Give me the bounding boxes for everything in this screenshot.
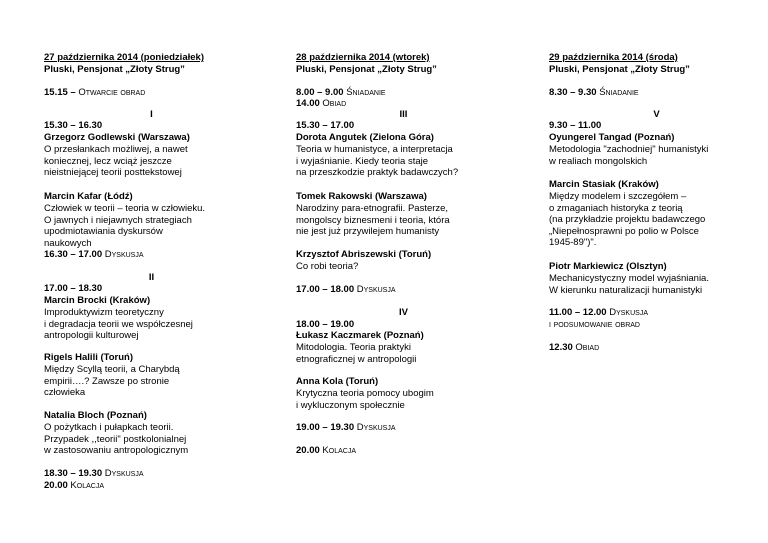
day-header xyxy=(296,52,511,75)
talk-title-line: O jawnych i niejawnych strategiach xyxy=(44,214,192,226)
talk-title-line: Teoria w humanistyce, a interpretacja xyxy=(296,144,453,155)
talk-title-line: Metodologia "zachodniej" humanistyki xyxy=(549,144,709,155)
talk-title xyxy=(296,342,511,365)
talk-title-line: naukowych xyxy=(44,237,92,249)
summary-label: i podsumowanie obrad xyxy=(549,319,640,330)
talk-title xyxy=(44,422,259,457)
breakfast-line xyxy=(549,87,764,99)
talk-title-line: nie jest już przywilejem humanisty xyxy=(296,226,440,237)
session-time: 15.30 – 16.30 xyxy=(44,120,103,131)
talk-title-line: Między modelem i szczegółem – xyxy=(549,191,687,202)
talk-title-line: Krytyczna teoria pomocy ubogim xyxy=(296,388,434,399)
talk-title-line: Improduktywizm teoretyczny xyxy=(44,307,164,318)
session-time: 18.00 – 19.00 xyxy=(296,319,355,330)
breakfast-line xyxy=(296,87,511,99)
talk-title xyxy=(549,273,764,296)
discussion-line xyxy=(549,307,764,319)
day-header xyxy=(44,52,259,75)
talk-title xyxy=(296,388,511,411)
talk-title-line: o zmaganiach historyka z teorią xyxy=(549,202,683,214)
discussion-label: Dyskusja xyxy=(104,249,144,260)
breakfast-label: Śniadanie xyxy=(599,87,639,98)
supper-time: 20.00 xyxy=(44,480,68,491)
talk-title-line: człowieka xyxy=(44,387,86,398)
talk-title-line: 1945-89")". xyxy=(549,237,597,248)
talk-title-line: O pożytkach i pułapkach teorii. xyxy=(44,422,174,433)
talk-title xyxy=(44,364,259,399)
lunch-label: Obiad xyxy=(575,342,600,353)
supper-line xyxy=(296,445,511,457)
session-label: I xyxy=(150,109,153,120)
session-label: V xyxy=(653,109,660,120)
day-date: 28 października 2014 (wtorek) xyxy=(296,52,430,63)
talk-title-line: i wyjaśnianie. Kiedy teoria staje xyxy=(296,155,429,167)
supper-line xyxy=(44,480,259,492)
talk-title xyxy=(44,307,259,342)
discussion-label: Dyskusja xyxy=(104,468,144,479)
lunch-label: Obiad xyxy=(322,98,347,109)
day-date: 29 października 2014 (środa) xyxy=(549,52,678,63)
day-venue: Pluski, Pensjonat „Złoty Strug” xyxy=(549,63,690,75)
speaker-name: Marcin Stasiak (Kraków) xyxy=(549,179,659,190)
talk-title-line: empirii….? Zawsze po stronie xyxy=(44,375,170,387)
talk-title-line: W kierunku naturalizacji humanistyki xyxy=(549,284,703,296)
speaker-name: Krzysztof Abriszewski (Toruń) xyxy=(296,249,432,260)
talk-title xyxy=(296,261,511,273)
talk-title-line: (na przykładzie projektu badawczego xyxy=(549,214,706,225)
talk-title-line: Przypadek ,,teorii" postkolonialnej xyxy=(44,433,187,445)
discussion-time: 19.00 – 19.30 xyxy=(296,422,355,433)
talk-title xyxy=(296,144,511,179)
discussion-line xyxy=(44,468,259,480)
talk-title-line: i wykluczonym społecznie xyxy=(296,399,405,411)
speaker-name: Tomek Rakowski (Warszawa) xyxy=(296,191,427,202)
discussion-time: 18.30 – 19.30 xyxy=(44,468,103,479)
talk-title-line: etnograficznej w antropologii xyxy=(296,353,417,365)
talk-title-line: na przeszkodzie praktyk badawczych? xyxy=(296,167,459,178)
talk-title-line: „Niepełnosprawni po polio w Polsce xyxy=(549,225,699,237)
day-header xyxy=(549,52,764,75)
supper-label: Kolacja xyxy=(70,480,104,491)
talk-title-line: w realiach mongolskich xyxy=(549,155,648,167)
speaker-name: Marcin Brocki (Kraków) xyxy=(44,295,151,306)
speaker-name: Piotr Markiewicz (Olsztyn) xyxy=(549,261,667,272)
talk-title-line: mongolscy biznesmeni i teoria, która xyxy=(296,214,450,226)
speaker-name: Dorota Angutek (Zielona Góra) xyxy=(296,132,434,143)
day-venue: Pluski, Pensjonat „Złoty Strug” xyxy=(296,63,437,75)
breakfast-time: 8.30 – 9.30 xyxy=(549,87,597,98)
speaker-name: Oyungerel Tangad (Poznań) xyxy=(549,132,675,143)
lunch-time: 12.30 xyxy=(549,342,573,353)
speaker-name: Rigels Halili (Toruń) xyxy=(44,352,134,363)
talk-title xyxy=(44,203,259,249)
opening-label: Otwarcie obrad xyxy=(78,87,146,98)
talk-title-line: Mitodologia. Teoria praktyki xyxy=(296,342,411,353)
talk-title-line: O przesłankach możliwej, a nawet xyxy=(44,144,188,155)
day-date: 27 października 2014 (poniedziałek) xyxy=(44,52,204,63)
talk-title-line: Między Scyllą teorii, a Charybdą xyxy=(44,364,180,375)
discussion-line xyxy=(296,284,511,296)
lunch-time: 14.00 xyxy=(296,98,320,109)
talk-title xyxy=(44,144,259,179)
talk-title-line: koniecznej, lecz wciąż jeszcze xyxy=(44,155,172,167)
session-time: 17.00 – 18.30 xyxy=(44,283,103,294)
opening-line xyxy=(44,87,259,99)
lunch-line xyxy=(549,342,764,354)
talk-title-line: i degradacja teorii we współczesnej xyxy=(44,318,193,330)
talk-title-line: Człowiek w teorii – teoria w człowieku. xyxy=(44,203,206,214)
discussion-time: 16.30 – 17.00 xyxy=(44,249,103,260)
talk-title-line: Narodziny para-etnografii. Pasterze, xyxy=(296,203,449,214)
talk-title-line: nieistniejącej teorii posttekstowej xyxy=(44,167,182,178)
discussion-line xyxy=(296,422,511,434)
opening-time: 15.15 – xyxy=(44,87,76,98)
supper-label: Kolacja xyxy=(322,445,356,456)
session-label: III xyxy=(399,109,408,120)
talk-title-line: antropologii kulturowej xyxy=(44,330,139,341)
talk-title-line: w zastosowaniu antropologicznym xyxy=(44,445,189,456)
session-label: II xyxy=(148,272,155,283)
discussion-time: 11.00 – 12.00 xyxy=(549,307,607,318)
talk-title xyxy=(296,203,511,238)
lunch-line xyxy=(296,98,511,110)
talk-title xyxy=(549,144,764,167)
discussion-label: Dyskusja xyxy=(356,284,396,295)
speaker-name: Grzegorz Godlewski (Warszawa) xyxy=(44,132,190,143)
session-time: 15.30 – 17.00 xyxy=(296,120,355,131)
talk-title-line: upodmiotawiania dyskursów xyxy=(44,226,163,237)
speaker-name: Łukasz Kaczmarek (Poznań) xyxy=(296,330,424,341)
session-label: IV xyxy=(399,307,408,318)
talk-title-line: Mechanicystyczny model wyjaśniania. xyxy=(549,273,709,284)
day-venue: Pluski, Pensjonat „Złoty Strug” xyxy=(44,63,185,75)
talk-title-line: Co robi teoria? xyxy=(296,261,359,272)
talk-title xyxy=(549,191,764,249)
discussion-label: Dyskusja xyxy=(609,307,648,318)
discussion-label: Dyskusja xyxy=(356,422,396,433)
session-time: 9.30 – 11.00 xyxy=(549,120,602,131)
discussion-time: 17.00 – 18.00 xyxy=(296,284,355,295)
speaker-name: Natalia Bloch (Poznań) xyxy=(44,410,147,421)
breakfast-label: Śniadanie xyxy=(346,87,386,98)
breakfast-time: 8.00 – 9.00 xyxy=(296,87,344,98)
speaker-name: Marcin Kafar (Łódź) xyxy=(44,191,133,202)
discussion-line xyxy=(44,249,259,261)
speaker-name: Anna Kola (Toruń) xyxy=(296,376,379,387)
supper-time: 20.00 xyxy=(296,445,320,456)
